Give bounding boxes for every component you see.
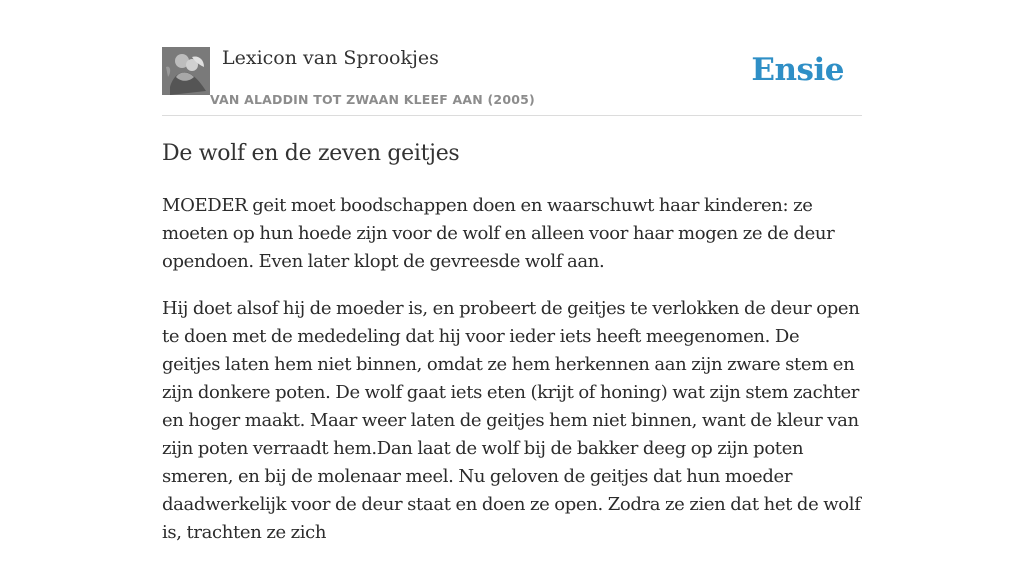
book-subtitle: VAN ALADDIN TOT ZWAAN KLEEF AAN (2005) [210,92,535,107]
book-cover-engraving-icon[interactable] [162,47,210,95]
header [162,46,862,116]
article [162,138,862,566]
header-divider [162,115,862,116]
brand-logo[interactable]: Ensie [751,52,844,88]
article-title: De wolf en de zeven geitjes [162,141,460,166]
book-title[interactable]: Lexicon van Sprookjes [222,47,439,69]
article-paragraph: Hij doet alsof hij de moeder is, en probeert de geitjes te verlokken de deur open te doen met de mededeling dat hij voor ieder iets heeft meegenomen. De geitjes laten hem niet binnen, omdat ze hem herkennen aan zijn zware stem en zijn donkere poten. De wolf gaat iets eten (krijt of honing) wat zijn stem zachter en hoger maakt. Maar weer laten de geitjes hem niet binnen, want de kleur van zijn poten verraadt hem.Dan laat de wolf bij de bakker deeg op zijn poten smeren, en bij de molenaar meel. Nu geloven de geitjes dat hun moeder daadwerkelijk voor de deur staat en doen ze open. Zodra ze zien dat het de wolf is, trachten ze zich [162,298,861,543]
article-paragraph: MOEDER geit moet boodschappen doen en waarschuwt haar kinderen: ze moeten op hun hoede zijn voor de wolf en alleen voor haar mogen ze de deur opendoen. Even later klopt de gevreesde wolf aan. [162,195,835,272]
